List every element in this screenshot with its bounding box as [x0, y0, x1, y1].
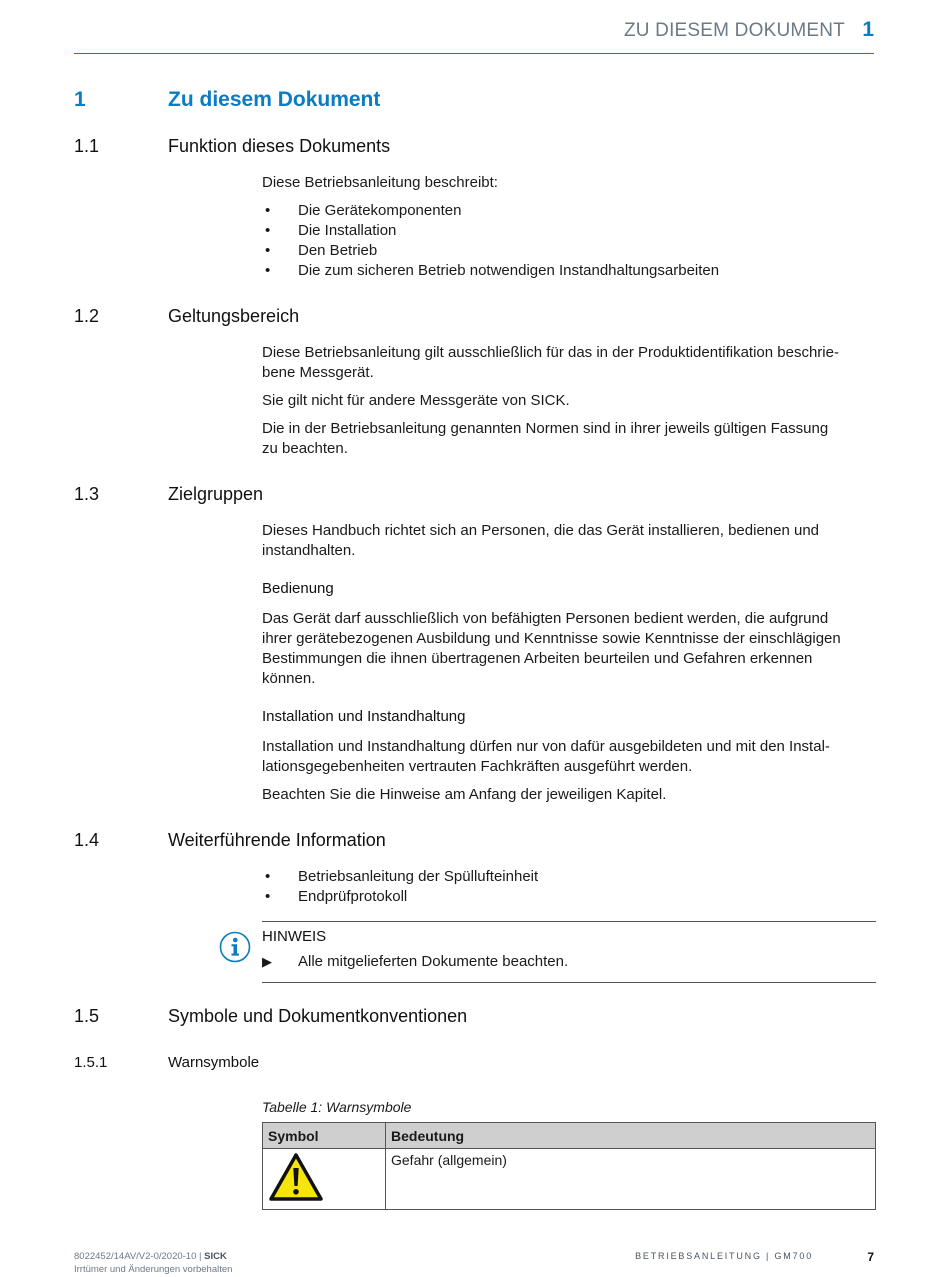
section-heading-1-4 — [74, 830, 386, 851]
subheading-bedienung: Bedienung — [262, 580, 334, 597]
section-body-1-2 — [262, 343, 876, 459]
paragraph: Beachten Sie die Hinweise am Anfang der jeweiligen Kapitel. — [262, 786, 667, 803]
paragraph-line: Bestimmungen die ihnen übertragenen Arbeiten beurteilen und Gefahren erkennen — [262, 650, 813, 667]
paragraph-line: Dieses Handbuch richtet sich an Personen, die das Gerät installieren, bedienen und — [262, 522, 820, 539]
section-title: Geltungsbereich — [168, 306, 300, 326]
bullet-list — [262, 867, 876, 907]
note-text: Alle mitgelieferten Dokumente beachten. — [298, 953, 569, 970]
section-body-1-1 — [262, 173, 876, 281]
symbol-cell — [263, 1149, 386, 1210]
table-caption: Tabelle 1: Warnsymbole — [262, 1099, 412, 1115]
list-item: • Endprüfprotokoll — [262, 887, 876, 907]
chapter-title: Zu diesem Dokument — [168, 88, 381, 111]
paragraph: Sie gilt nicht für andere Messgeräte von SICK. — [262, 392, 570, 409]
subsection-title: Warnsymbole — [168, 1054, 260, 1071]
note-title: HINWEIS — [262, 928, 327, 945]
list-item: • Die Installation — [262, 221, 876, 241]
section-number: 1.4 — [74, 830, 100, 850]
section-body-1-4 — [262, 867, 876, 907]
column-header-meaning: Bedeutung — [386, 1123, 876, 1149]
section-number: 1.3 — [74, 484, 100, 504]
list-item: • Den Betrieb — [262, 241, 876, 261]
running-header-chapter-number: 1 — [862, 18, 874, 41]
list-item: • Betriebsanleitung der Spüllufteinheit — [262, 867, 876, 887]
column-header-symbol: Symbol — [263, 1123, 386, 1149]
info-circle-icon — [219, 931, 251, 963]
section-number: 1.2 — [74, 306, 100, 326]
paragraph-line: instandhalten. — [262, 542, 356, 559]
subheading-installation: Installation und Instandhaltung — [262, 708, 466, 725]
footer-doc-line — [74, 1250, 232, 1263]
section-heading-1-1 — [74, 136, 390, 157]
section-heading-1-5 — [74, 1006, 467, 1027]
footer-left — [74, 1250, 232, 1276]
footer-center: BETRIEBSANLEITUNG | GM700 — [635, 1251, 813, 1261]
paragraph-line: zu beachten. — [262, 440, 348, 457]
table-header-row — [263, 1123, 876, 1149]
subsection-heading-1-5-1 — [74, 1054, 259, 1071]
paragraph-line: bene Messgerät. — [262, 364, 374, 381]
section-number: 1.5 — [74, 1006, 100, 1026]
list-item: • Die zum sicheren Betrieb notwendigen Instandhaltungsarbeiten — [262, 261, 876, 281]
note-instruction — [262, 953, 568, 970]
paragraph-line: ihrer gerätebezogenen Ausbildung und Kenntnisse sowie Kenntnisse der einschlägigen — [262, 630, 841, 647]
warning-triangle-icon — [268, 1152, 324, 1202]
section-title: Funktion dieses Dokuments — [168, 136, 391, 156]
section-heading-1-2 — [74, 306, 299, 327]
section-number: 1.1 — [74, 136, 100, 156]
paragraph: Diese Betriebsanleitung beschreibt: — [262, 174, 498, 191]
section-heading-1-3 — [74, 484, 263, 505]
footer-doc-id: 8022452/14AV/V2-0/2020-10 — [74, 1251, 197, 1262]
paragraph-line: lationsgegebenheiten vertrauten Fachkräften ausgeführt werden. — [262, 758, 693, 775]
header-rule — [74, 53, 874, 54]
chapter-number: 1 — [74, 88, 86, 111]
meaning-cell: Gefahr (allgemein) — [386, 1149, 876, 1210]
page-number: 7 — [867, 1250, 874, 1264]
note-top-rule — [262, 921, 876, 922]
paragraph-line: Die in der Betriebsanleitung genannten Normen sind in ihrer jeweils gültigen Fassung — [262, 420, 829, 437]
section-title: Zielgruppen — [168, 484, 264, 504]
section-title: Weiterführende Information — [168, 830, 386, 850]
chapter-heading — [74, 88, 380, 112]
section-title: Symbole und Dokumentkonventionen — [168, 1006, 468, 1026]
paragraph-line: Das Gerät darf ausschließlich von befähigten Personen bedient werden, die aufgrund — [262, 610, 829, 627]
footer-separator: | — [196, 1251, 205, 1262]
subsection-number: 1.5.1 — [74, 1054, 108, 1071]
note-bottom-rule — [262, 982, 876, 983]
arrow-right-icon: ▶ — [262, 954, 272, 969]
paragraph-line: Installation und Instandhaltung dürfen nur von dafür ausgebildeten und mit den Instal- — [262, 738, 830, 755]
list-item: • Die Gerätekomponenten — [262, 201, 876, 221]
bullet-list — [262, 201, 876, 281]
paragraph-line: Diese Betriebsanleitung gilt ausschließlich für das in der Produktidentifikation beschrie- — [262, 344, 839, 361]
section-body-1-3 — [262, 521, 876, 805]
footer-disclaimer: Irrtümer und Änderungen vorbehalten — [74, 1264, 233, 1275]
warning-symbols-table — [262, 1122, 876, 1210]
footer-brand: SICK — [204, 1251, 227, 1262]
table-row — [263, 1149, 876, 1210]
paragraph-line: können. — [262, 670, 316, 687]
running-header-title: ZU DIESEM DOKUMENT — [623, 20, 845, 41]
